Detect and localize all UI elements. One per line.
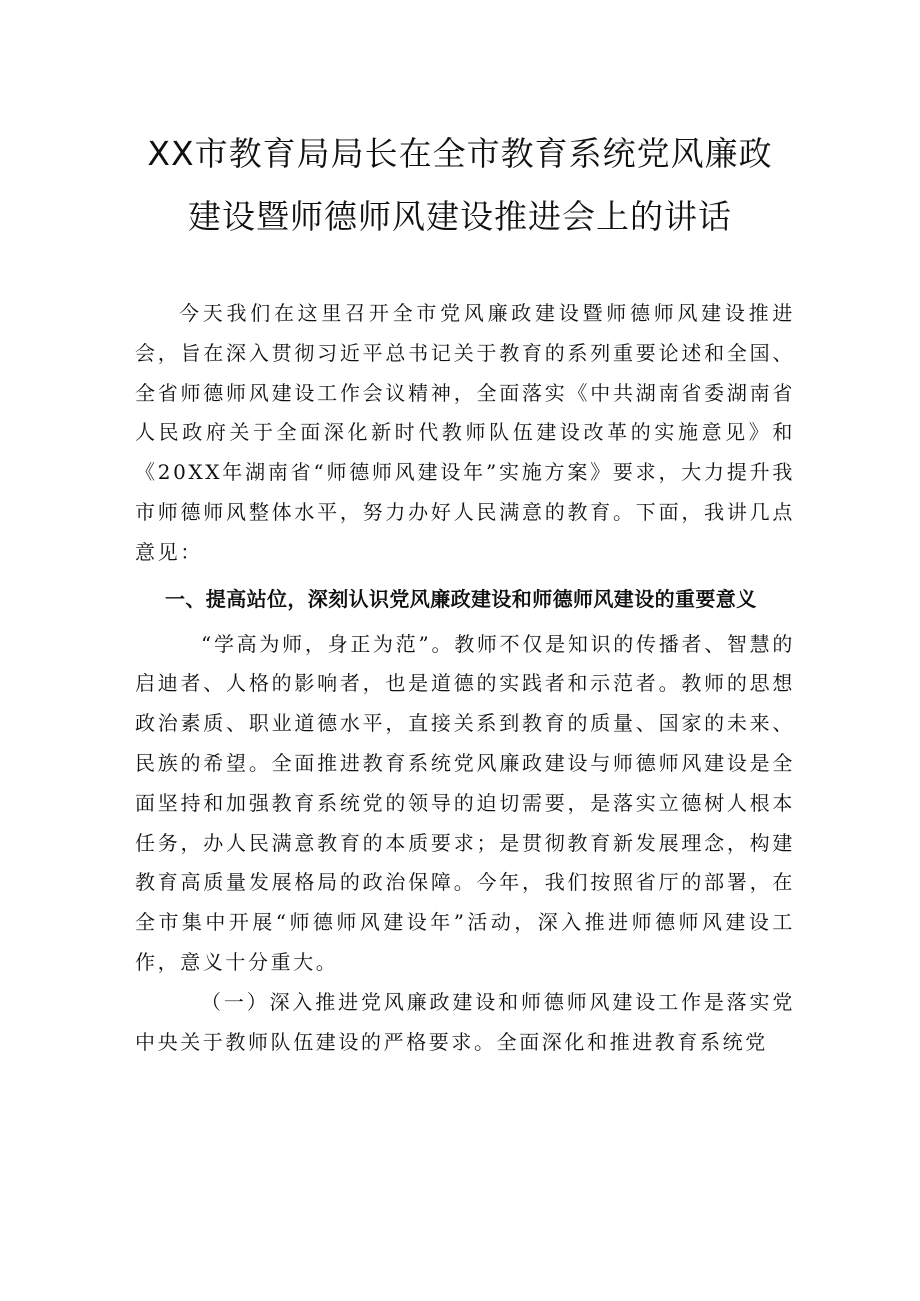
section-1-heading: 一、提高站位，深刻认识党风廉政建设和师德师风建设的重要意义 [165, 586, 757, 611]
document-body [135, 294, 795, 1062]
section-1-paragraph: “学高为师，身正为范”。教师不仅是知识的传播者、智慧的启迪者、人格的影响者，也是道德的实践者和示范者。教师的思想政治素质、职业道德水平，直接关系到教育的质量、国家的未来、民族的希望。全面推进教育系统党风廉政建设与师德师风建设是全面坚持和加强教育系统党的领导的迫切需要，是落实立德树人根本任务，办人民满意教育的本质要求；是贯彻教育新发展理念，构建教育高质量发展格局的政治保障。今年，我们按照省厅的部署，在全市集中开展“师德师风建设年”活动，深入推进师德师风建设工作，意义十分重大。 [135, 631, 795, 974]
subsection-1-paragraph: （一）深入推进党风廉政建设和师德师风建设工作是落实党中央关于教师队伍建设的严格要求。全面深化和推进教育系统党 [135, 989, 795, 1054]
document-title-line-2: 建设暨师德师风建设推进会上的讲话 [188, 197, 732, 236]
intro-paragraph: 今天我们在这里召开全市党风廉政建设暨师德师风建设推进会，旨在深入贯彻习近平总书记关于教育的系列重要论述和全国、全省师德师风建设工作会议精神，全面落实《中共湖南省委湖南省人民政府关于全面深化新时代教师队伍建设改革的实施意见》和《20XX年湖南省“师德师风建设年”实施方案》要求，大力提升我市师德师风整体水平，努力办好人民满意的教育。下面，我讲几点意见： [135, 301, 795, 564]
document-title-line-1: XX市教育局局长在全市教育系统党风廉政 [147, 134, 773, 173]
